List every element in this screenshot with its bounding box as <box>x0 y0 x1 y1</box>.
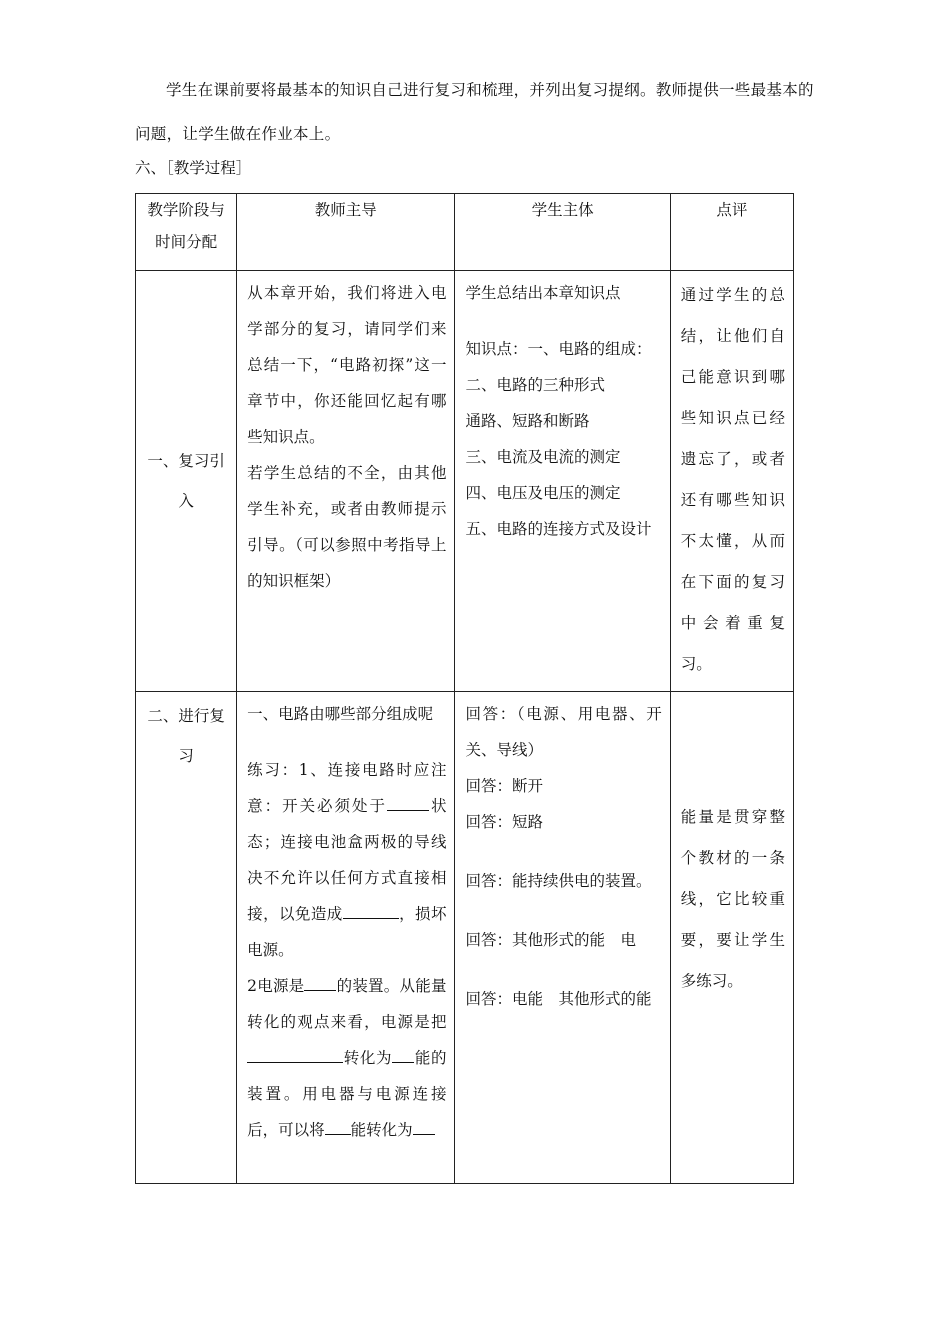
row1-comment: 通过学生的总结，让他们自己能意识到哪些知识点已经遗忘了，或者还有哪些知识不太懂，从而在下面的复习中会着重复习。 <box>680 286 785 673</box>
fill-blank-switch-state[interactable] <box>387 796 429 811</box>
fill-blank-short-circuit[interactable] <box>343 904 399 919</box>
header-comment-label: 点评 <box>716 201 748 219</box>
row2-stage-cell <box>136 692 237 1184</box>
row2-stage: 二、进行复习 <box>147 707 225 765</box>
row2-teacher-ex1 <box>247 752 446 968</box>
table-header-row <box>136 194 794 271</box>
row2-teacher-ex1-a: 练习：1、连接电路时应注意：开关必须处于 <box>247 761 447 815</box>
row1-student-p2: 知识点：一、电路的组成： <box>465 340 652 358</box>
header-stage-label: 教学阶段与时间分配 <box>147 201 225 251</box>
header-student-label: 学生主体 <box>531 201 594 219</box>
row1-student-p5: 三、电流及电流的测定 <box>465 448 621 466</box>
row2-student-a3: 回答：短路 <box>465 813 543 831</box>
row2-teacher-ex2-b: 的装置。从能量转化的观点来看，电源是把 <box>247 977 447 1031</box>
row2-teacher-ex1-c: ，损坏电源。 <box>247 905 447 959</box>
row2-teacher-ex2-e: 能转化为 <box>350 1121 413 1139</box>
row1-teacher-p2: 若学生总结的不全，由其他学生补充，或者由教师提示引导。（可以参照中考指导上的知识框架） <box>247 464 447 590</box>
row2-student-a6: 回答：电能 其他形式的能 <box>465 990 652 1008</box>
header-comment <box>670 194 793 271</box>
row1-student-p3: 二、电路的三种形式 <box>465 376 605 394</box>
row2-comment-cell <box>670 692 793 1184</box>
row1-student-cell <box>455 271 670 692</box>
row1-stage: 一、复习引入 <box>147 452 225 510</box>
row2-teacher-ex2-d: 能的装置。用电器与电源连接后，可以将 <box>247 1049 447 1139</box>
row1-student-p7: 五、电路的连接方式及设计 <box>465 520 652 538</box>
row2-teacher-ex2-c: 转化为 <box>343 1049 393 1067</box>
row1-teacher-p1: 从本章开始，我们将进入电学部分的复习，请同学们来总结一下，“电路初探”这一章节中，你还能回忆起有哪些知识点。 <box>247 284 447 446</box>
section-heading: 六、［教学过程］ <box>135 159 252 177</box>
row2-student-a2: 回答：断开 <box>465 777 543 795</box>
header-teacher <box>237 194 455 271</box>
row2-student-a5: 回答：其他形式的能 电 <box>465 931 636 949</box>
teaching-process-table <box>135 193 794 1184</box>
header-stage <box>136 194 237 271</box>
row2-teacher-cell <box>237 692 455 1184</box>
fill-blank-appliance-to[interactable] <box>413 1120 435 1135</box>
row2-teacher-q1: 一、电路由哪些部分组成呢 <box>247 705 434 723</box>
header-teacher-label: 教师主导 <box>314 201 377 219</box>
fill-blank-appliance-from[interactable] <box>325 1120 351 1135</box>
table-row <box>136 271 794 692</box>
table-row <box>136 692 794 1184</box>
row1-comment-cell <box>670 271 793 692</box>
fill-blank-energy-to[interactable] <box>392 1048 414 1063</box>
row2-teacher-ex2-a: 2电源是 <box>247 977 305 995</box>
row1-stage-cell <box>136 271 237 692</box>
row2-student-a1: 回答：（电源、用电器、开关、导线） <box>465 705 662 759</box>
fill-blank-energy-from[interactable] <box>247 1048 343 1063</box>
row1-teacher-cell <box>237 271 455 692</box>
row2-student-cell <box>455 692 670 1184</box>
row1-student-p4: 通路、短路和断路 <box>465 412 590 430</box>
header-student <box>455 194 670 271</box>
fill-blank-power-source[interactable] <box>304 976 336 991</box>
intro-paragraph: 学生在课前要将最基本的知识自己进行复习和梳理，并列出复习提纲。教师提供一些最基本的问题，让学生做在作业本上。 <box>135 81 814 143</box>
row2-comment: 能量是贯穿整个教材的一条线，它比较重要，要让学生多练习。 <box>680 808 785 990</box>
row2-teacher-ex1-b: 状态；连接电池盒两极的导线决不允许以任何方式直接相接，以免造成 <box>247 797 447 923</box>
row2-teacher-ex2 <box>247 968 446 1148</box>
row1-student-p1: 学生总结出本章知识点 <box>465 284 621 302</box>
row2-student-a4: 回答：能持续供电的装置。 <box>465 872 652 890</box>
row1-student-p6: 四、电压及电压的测定 <box>465 484 621 502</box>
